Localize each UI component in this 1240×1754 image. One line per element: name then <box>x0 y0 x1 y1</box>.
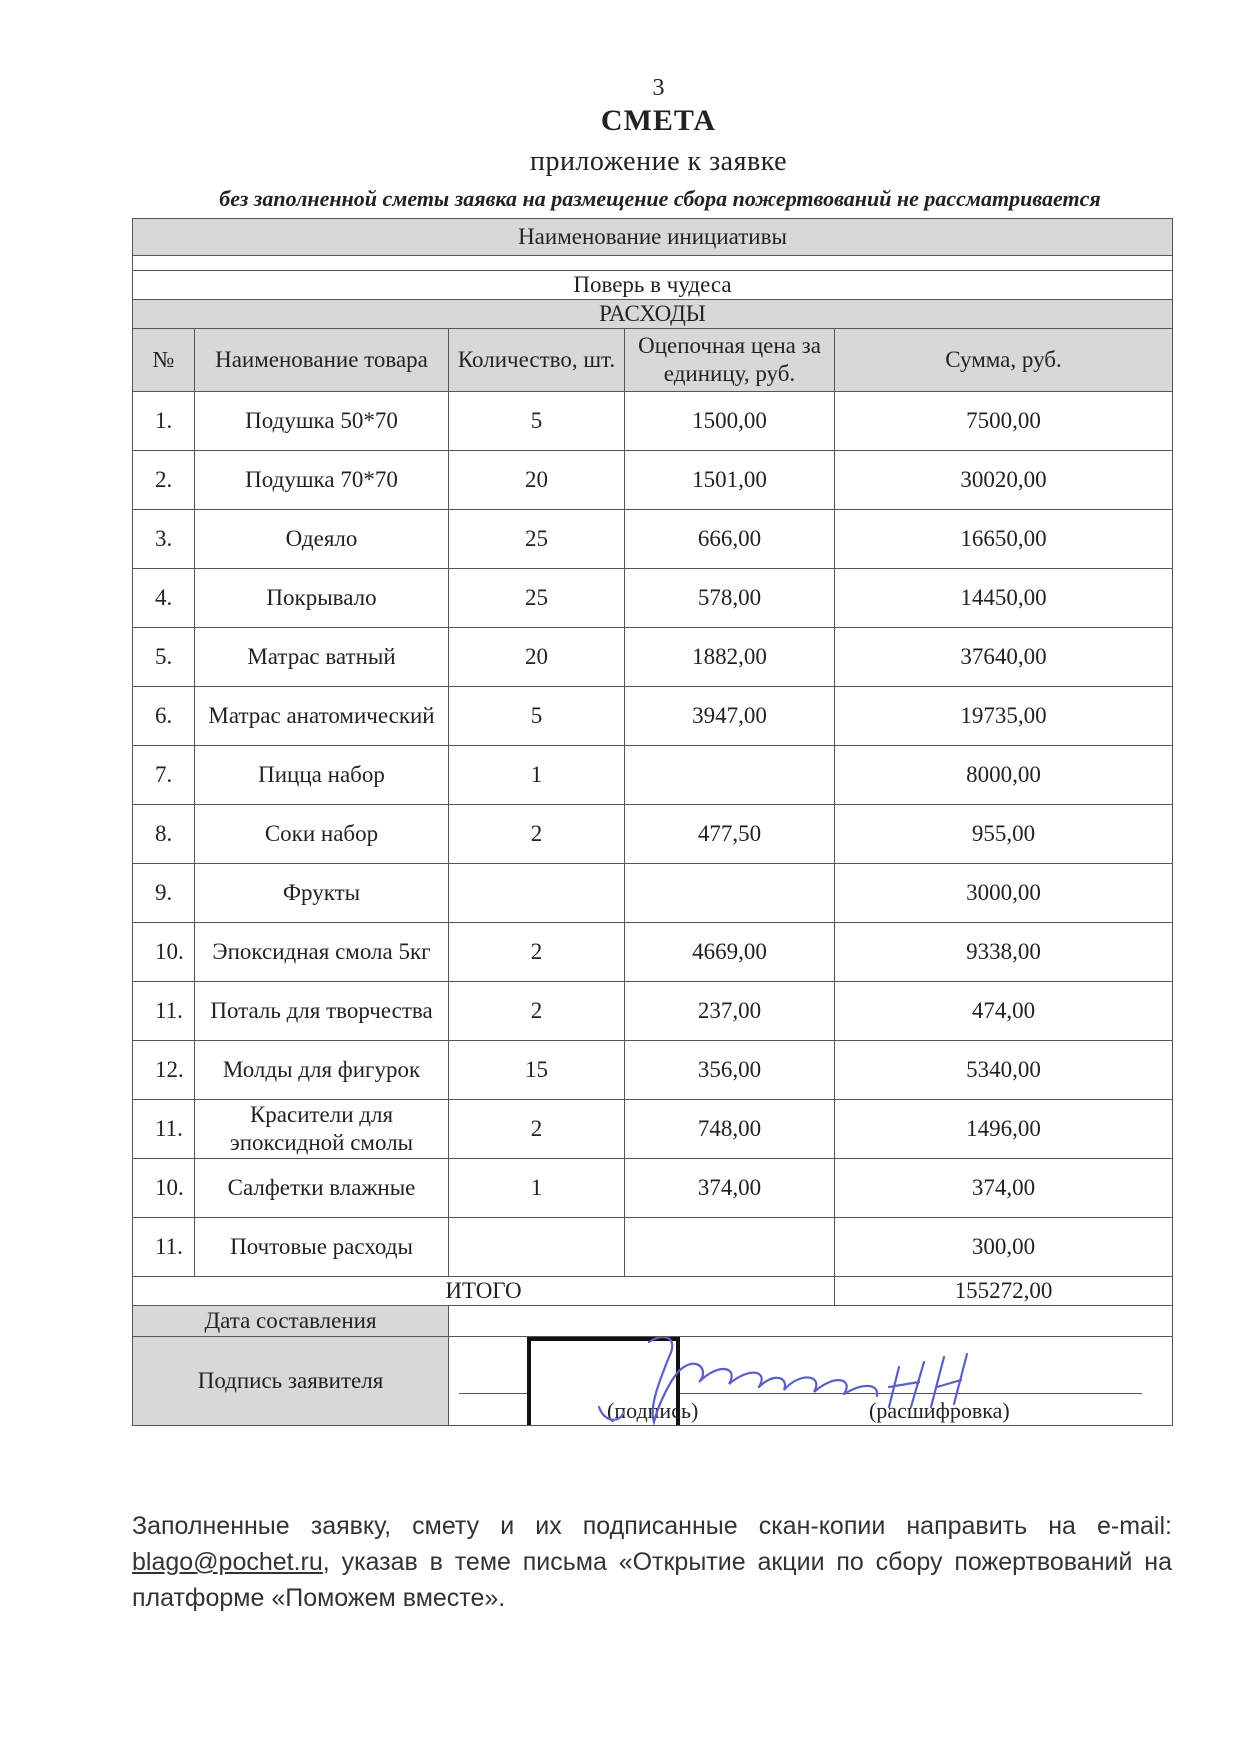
cell-num: 3. <box>133 510 195 569</box>
cell-name: Почтовые расходы <box>195 1218 449 1277</box>
cell-num: 5. <box>133 628 195 687</box>
cell-price: 748,00 <box>625 1100 835 1159</box>
table-row <box>133 1218 1173 1277</box>
footer-text-before: Заполненные заявку, смету и их подписанные скан-копии направить на e-mail: <box>132 1512 1172 1540</box>
cell-price <box>625 864 835 923</box>
cell-name: Эпоксидная смола 5кг <box>195 923 449 982</box>
cell-sum: 8000,00 <box>835 746 1173 805</box>
col-header-sum: Сумма, руб. <box>835 329 1173 392</box>
cell-num: 7. <box>133 746 195 805</box>
col-header-name: Наименование товара <box>195 329 449 392</box>
table-row <box>133 1159 1173 1218</box>
cell-name: Одеяло <box>195 510 449 569</box>
cell-name: Подушка 50*70 <box>195 392 449 451</box>
cell-sum: 300,00 <box>835 1218 1173 1277</box>
cell-num: 12. <box>133 1041 195 1100</box>
cell-qty: 2 <box>449 1100 625 1159</box>
cell-sum: 1496,00 <box>835 1100 1173 1159</box>
cell-sum: 3000,00 <box>835 864 1173 923</box>
document-subtitle: приложение к заявке <box>529 146 788 177</box>
table-row <box>133 1041 1173 1100</box>
table-row <box>133 864 1173 923</box>
cell-name: Поталь для творчества <box>195 982 449 1041</box>
cell-sum: 9338,00 <box>835 923 1173 982</box>
cell-name: Фрукты <box>195 864 449 923</box>
table-row <box>133 451 1173 510</box>
cell-qty: 25 <box>449 569 625 628</box>
cell-sum: 474,00 <box>835 982 1173 1041</box>
cell-name: Матрас ватный <box>195 628 449 687</box>
cell-price: 3947,00 <box>625 687 835 746</box>
total-value: 155272,00 <box>835 1277 1173 1306</box>
document-title: СМЕТА <box>600 104 717 137</box>
cell-name: Подушка 70*70 <box>195 451 449 510</box>
table-row <box>133 923 1173 982</box>
cell-qty: 1 <box>449 746 625 805</box>
col-header-price: Оцепочная цена за единицу, руб. <box>625 329 835 392</box>
cell-qty: 5 <box>449 687 625 746</box>
cell-price: 4669,00 <box>625 923 835 982</box>
cell-qty: 2 <box>449 805 625 864</box>
initiative-name: Поверь в чудеса <box>133 271 1173 300</box>
cell-price: 1500,00 <box>625 392 835 451</box>
footer-instructions <box>132 1508 1172 1616</box>
cell-sum: 37640,00 <box>835 628 1173 687</box>
cell-qty: 20 <box>449 628 625 687</box>
sign-caption: (подпись) <box>607 1398 699 1423</box>
cell-qty: 25 <box>449 510 625 569</box>
table-row <box>133 687 1173 746</box>
cell-name: Соки набор <box>195 805 449 864</box>
cell-num: 2. <box>133 451 195 510</box>
blank-row <box>133 256 1173 271</box>
signature-cell <box>449 1337 1173 1426</box>
cell-num: 11. <box>133 1218 195 1277</box>
table-row <box>133 392 1173 451</box>
cell-qty: 2 <box>449 982 625 1041</box>
cell-qty <box>449 1218 625 1277</box>
table-row <box>133 510 1173 569</box>
cell-sum: 30020,00 <box>835 451 1173 510</box>
cell-price: 374,00 <box>625 1159 835 1218</box>
cell-sum: 955,00 <box>835 805 1173 864</box>
cell-sum: 7500,00 <box>835 392 1173 451</box>
col-header-num: № <box>133 329 195 392</box>
cell-qty: 5 <box>449 392 625 451</box>
cell-num: 9. <box>133 864 195 923</box>
table-row <box>133 805 1173 864</box>
cell-qty <box>449 864 625 923</box>
cell-price: 477,50 <box>625 805 835 864</box>
cell-name: Молды для фигурок <box>195 1041 449 1100</box>
expenses-label: РАСХОДЫ <box>133 300 1173 329</box>
cell-qty: 2 <box>449 923 625 982</box>
cell-sum: 374,00 <box>835 1159 1173 1218</box>
cell-qty: 20 <box>449 451 625 510</box>
cell-sum: 19735,00 <box>835 687 1173 746</box>
cell-name: Матрас анатомический <box>195 687 449 746</box>
cell-qty: 1 <box>449 1159 625 1218</box>
cell-num: 8. <box>133 805 195 864</box>
cell-num: 11. <box>133 1100 195 1159</box>
handwritten-signature <box>589 1337 1009 1426</box>
page-number: 3 <box>652 75 665 101</box>
cell-qty: 15 <box>449 1041 625 1100</box>
footer-text-after: , указав в теме письма «Открытие акции по сбору пожертвований на платформе «Поможем вместе». <box>132 1548 1172 1612</box>
cell-num: 10. <box>133 1159 195 1218</box>
estimate-table <box>132 218 1173 1426</box>
table-row <box>133 628 1173 687</box>
signature-label: Подпись заявителя <box>133 1337 449 1426</box>
cell-price: 237,00 <box>625 982 835 1041</box>
table-row <box>133 1100 1173 1159</box>
cell-price: 1882,00 <box>625 628 835 687</box>
table-row <box>133 982 1173 1041</box>
cell-sum: 5340,00 <box>835 1041 1173 1100</box>
col-header-qty: Количество, шт. <box>449 329 625 392</box>
cell-price <box>625 746 835 805</box>
cell-sum: 16650,00 <box>835 510 1173 569</box>
decode-caption: (расшифровка) <box>869 1398 1010 1423</box>
table-row <box>133 746 1173 805</box>
cell-num: 10. <box>133 923 195 982</box>
cell-num: 4. <box>133 569 195 628</box>
cell-num: 1. <box>133 392 195 451</box>
cell-name: Салфетки влажные <box>195 1159 449 1218</box>
table-row <box>133 569 1173 628</box>
date-value <box>449 1306 1173 1337</box>
initiative-label: Наименование инициативы <box>133 219 1173 256</box>
cell-price: 666,00 <box>625 510 835 569</box>
cell-name: Красители для эпоксидной смолы <box>195 1100 449 1159</box>
email-link[interactable]: blago@pochet.ru <box>132 1548 323 1576</box>
cell-num: 11. <box>133 982 195 1041</box>
warning-note: без заполненной сметы заявка на размещение сбора пожертвований не рассматривается <box>219 186 1101 211</box>
cell-price <box>625 1218 835 1277</box>
cell-name: Пицца набор <box>195 746 449 805</box>
cell-price: 356,00 <box>625 1041 835 1100</box>
cell-price: 578,00 <box>625 569 835 628</box>
date-label: Дата составления <box>133 1306 449 1337</box>
cell-sum: 14450,00 <box>835 569 1173 628</box>
cell-name: Покрывало <box>195 569 449 628</box>
cell-num: 6. <box>133 687 195 746</box>
cell-price: 1501,00 <box>625 451 835 510</box>
total-label: ИТОГО <box>133 1277 835 1306</box>
